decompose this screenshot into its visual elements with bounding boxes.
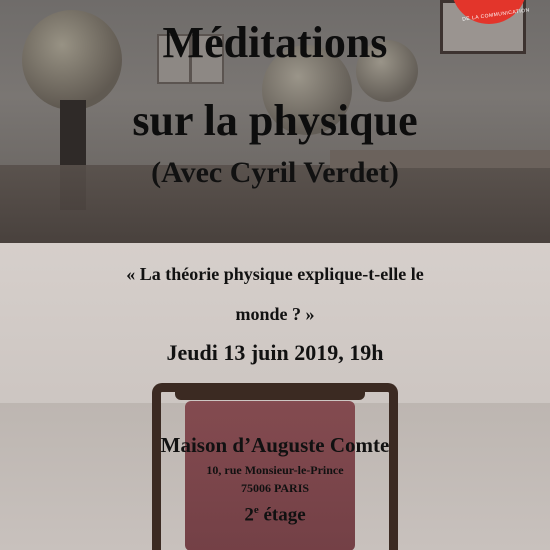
floor-info — [0, 499, 550, 526]
chair-top-rail — [175, 386, 365, 400]
venue-name: Maison d’Auguste Comte — [160, 433, 390, 457]
title-line-2: sur la physique — [132, 96, 418, 145]
address-city: 75006 PARIS — [240, 481, 310, 495]
address-street: 10, rue Monsieur-le-Prince — [206, 463, 344, 477]
logo-text: DE LA COMMUNICATION — [461, 7, 531, 23]
lecture-question — [0, 254, 550, 334]
subtitle: (Avec Cyril Verdet) — [151, 156, 399, 189]
floor-word: étage — [258, 504, 306, 526]
event-date: Jeudi 13 juin 2019, 19h — [166, 340, 384, 365]
question-line-1: « La théorie physique explique-t-elle le — [126, 264, 424, 284]
floor-suffix: e — [253, 504, 259, 516]
floor-number: 2 — [244, 504, 254, 526]
question-line-2: monde ? » — [235, 304, 315, 324]
title-line-1: Méditations — [162, 18, 388, 67]
